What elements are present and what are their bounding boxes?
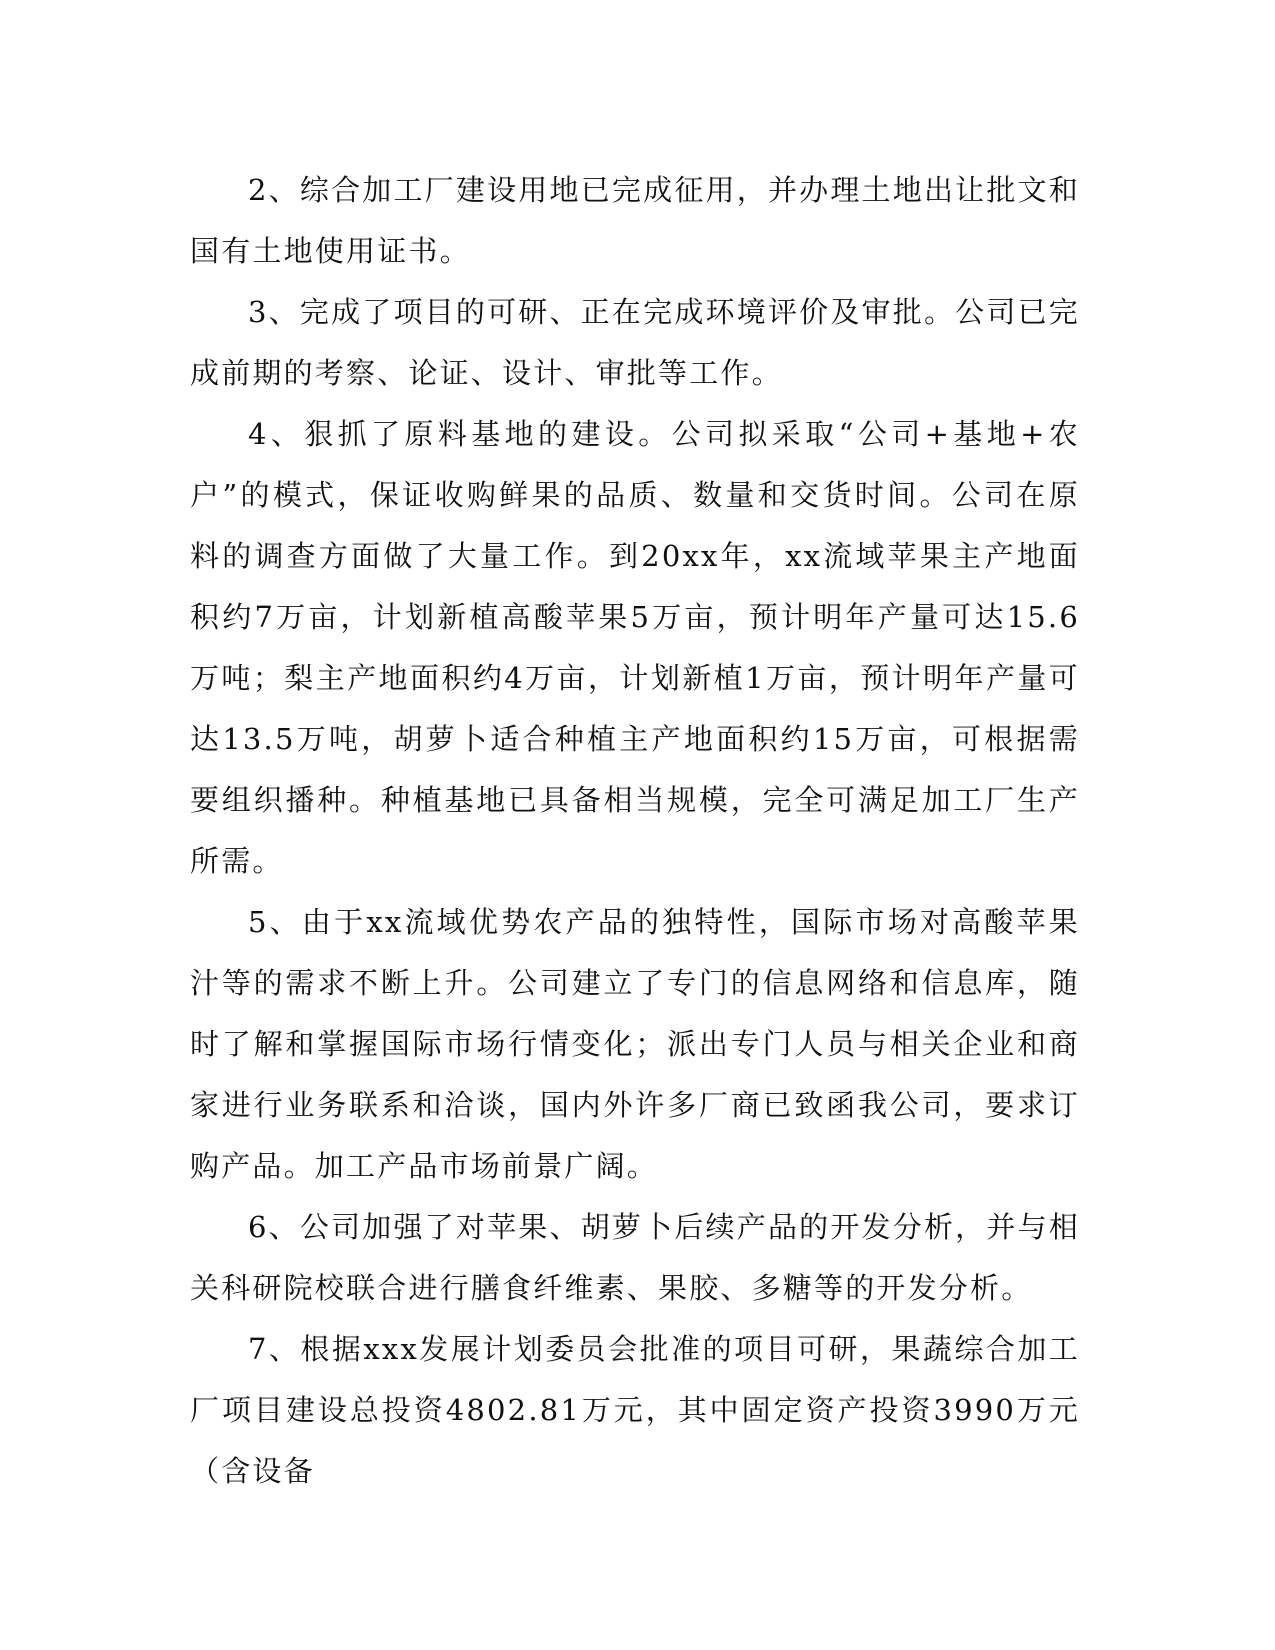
paragraph-item-7: 7、根据xxx发展计划委员会批准的项目可研，果蔬综合加工厂项目建设总投资4802.81万元，其中固定资产投资3990万元（含设备 xyxy=(190,1332,1080,1488)
paragraph-item-6: 6、公司加强了对苹果、胡萝卜后续产品的开发分析，并与相关科研院校联合进行膳食纤维素、果胶、多糖等的开发分析。 xyxy=(190,1210,1080,1305)
paragraph-item-2: 2、综合加工厂建设用地已完成征用，并办理土地出让批文和国有土地使用证书。 xyxy=(190,173,1080,268)
paragraph-item-4: 4、狠抓了原料基地的建设。公司拟采取“公司+基地+农户”的模式，保证收购鲜果的品质、数量和交货时间。公司在原料的调查方面做了大量工作。到20xx年，xx流域苹果主产地面积约7万亩，计划新植高酸苹果5万亩，预计明年产量可达15.6万吨；梨主产地面积约4万亩，计划新植1万亩，预计明年产量可达13.5万吨，胡萝卜适合种植主产地面积约15万亩，可根据需要组织播种。种植基地已具备相当规模，完全可满足加工厂生产所需。 xyxy=(190,417,1080,878)
document-body xyxy=(190,160,1080,1502)
paragraph-item-3: 3、完成了项目的可研、正在完成环境评价及审批。公司已完成前期的考察、论证、设计、审批等工作。 xyxy=(190,295,1080,390)
paragraph-item-5: 5、由于xx流域优势农产品的独特性，国际市场对高酸苹果汁等的需求不断上升。公司建立了专门的信息网络和信息库，随时了解和掌握国际市场行情变化；派出专门人员与相关企业和商家进行业务联系和洽谈，国内外许多厂商已致函我公司，要求订购产品。加工产品市场前景广阔。 xyxy=(190,905,1080,1183)
